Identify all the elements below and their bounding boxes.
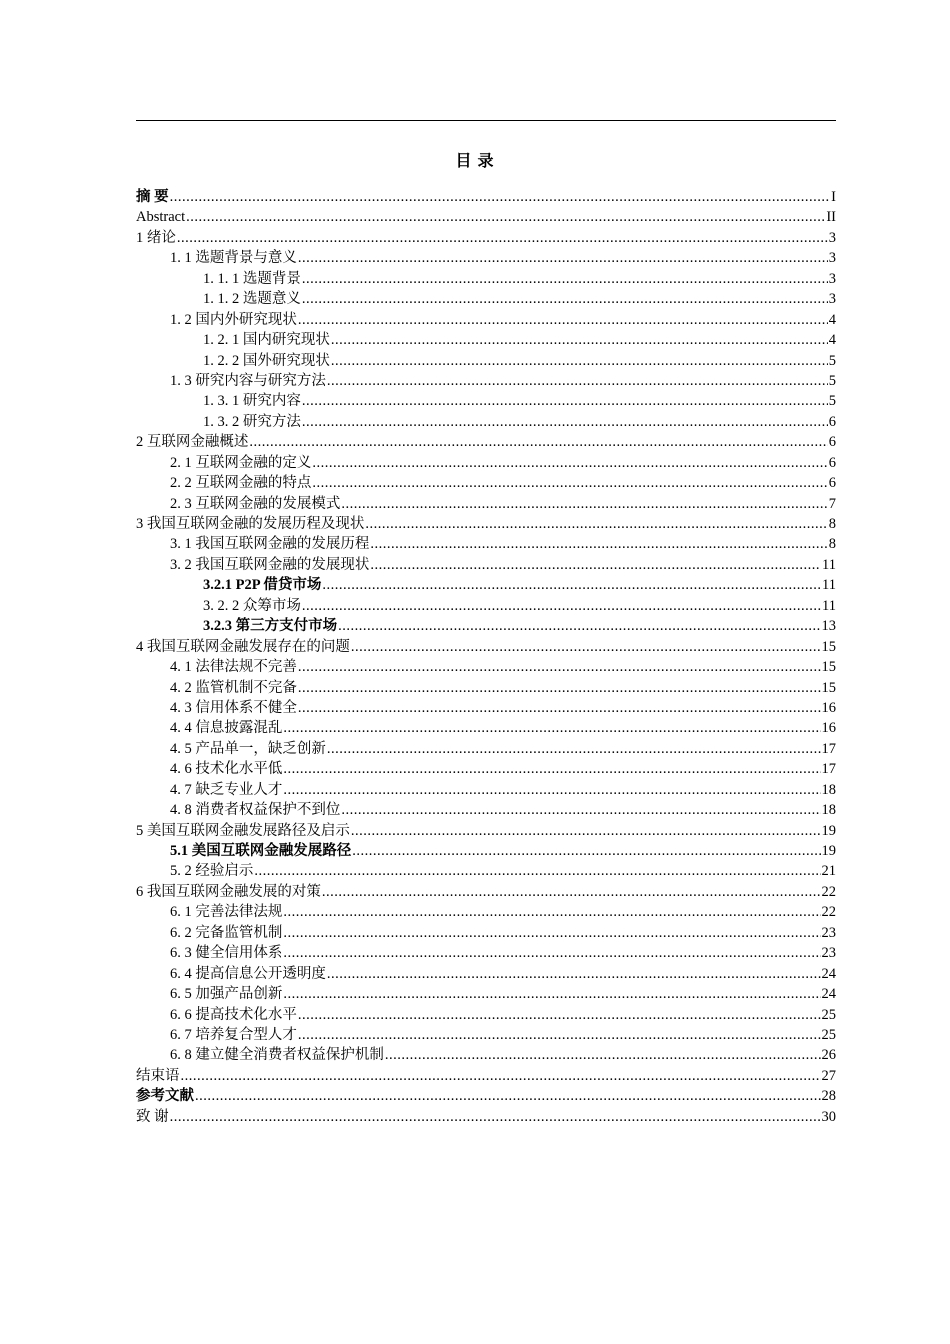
- toc-entry-page: 11: [822, 577, 836, 594]
- toc-entry-page: 22: [821, 883, 836, 900]
- toc-leader-dots: [351, 637, 821, 657]
- toc-entry[interactable]: [136, 1005, 836, 1025]
- toc-entry-label: 1. 2. 1 国内研究现状: [203, 332, 330, 349]
- toc-leader-dots: [365, 514, 827, 534]
- toc-entry-label: 5 美国互联网金融发展路径及启示: [136, 822, 350, 839]
- toc-entry-page: 17: [821, 740, 836, 757]
- toc-entry-page: 15: [821, 679, 836, 696]
- toc-entry-label: 2 互联网金融概述: [136, 434, 249, 451]
- toc-entry-label: 结束语: [136, 1067, 180, 1084]
- toc-entry-page: 8: [828, 516, 836, 532]
- toc-entry-label: 5.1 美国互联网金融发展路径: [170, 843, 352, 859]
- toc-entry-page: 19: [821, 822, 836, 839]
- toc-entry-page: 21: [821, 863, 836, 880]
- toc-entry-page: 17: [821, 761, 836, 778]
- toc-entry-page: 6: [828, 475, 836, 492]
- toc-entry[interactable]: [136, 718, 836, 738]
- toc-entry-page: 11: [822, 556, 836, 573]
- table-of-contents: [136, 187, 836, 1127]
- toc-entry[interactable]: [136, 800, 836, 820]
- toc-entry-page: 3: [828, 250, 836, 267]
- toc-entry[interactable]: [136, 1066, 836, 1086]
- toc-entry-label: 4. 5 产品单一，缺乏创新: [170, 740, 326, 757]
- toc-leader-dots: [341, 494, 827, 514]
- toc-leader-dots: [170, 187, 831, 207]
- toc-entry-page: 13: [821, 618, 836, 635]
- toc-leader-dots: [312, 473, 827, 493]
- toc-entry[interactable]: [136, 269, 836, 289]
- toc-entry-label: Abstract: [136, 209, 186, 226]
- toc-entry[interactable]: [136, 1107, 836, 1127]
- toc-entry-page: 18: [821, 781, 836, 798]
- toc-entry[interactable]: [136, 841, 836, 861]
- toc-entry-label: 4. 7 缺乏专业人才: [170, 781, 283, 798]
- toc-entry[interactable]: [136, 943, 836, 963]
- toc-entry-label: 3. 1 我国互联网金融的发展历程: [170, 536, 370, 553]
- toc-leader-dots: [181, 1066, 821, 1086]
- toc-entry[interactable]: [136, 289, 836, 309]
- toc-entry-page: 3: [828, 229, 836, 246]
- toc-entry-label: 6. 8 建立健全消费者权益保护机制: [170, 1047, 384, 1064]
- toc-entry[interactable]: [136, 555, 836, 575]
- toc-leader-dots: [186, 207, 825, 227]
- toc-leader-dots: [341, 800, 820, 820]
- header-rule: [136, 120, 836, 121]
- toc-entry-page: 3: [828, 270, 836, 287]
- toc-entry-label: 1. 3. 2 研究方法: [203, 413, 301, 430]
- toc-leader-dots: [283, 718, 820, 738]
- toc-entry-label: 4. 6 技术化水平低: [170, 761, 283, 778]
- toc-leader-dots: [351, 821, 821, 841]
- toc-leader-dots: [249, 432, 827, 452]
- toc-entry[interactable]: [136, 657, 836, 677]
- toc-entry-label: 摘 要: [136, 189, 169, 205]
- toc-leader-dots: [298, 698, 821, 718]
- toc-entry[interactable]: [136, 678, 836, 698]
- toc-entry-label: 6. 6 提高技术化水平: [170, 1006, 297, 1023]
- toc-entry[interactable]: [136, 391, 836, 411]
- toc-entry-label: 3. 2. 2 众筹市场: [203, 597, 301, 614]
- toc-entry[interactable]: [136, 861, 836, 881]
- toc-entry[interactable]: [136, 698, 836, 718]
- toc-entry[interactable]: [136, 1045, 836, 1065]
- toc-entry-page: 25: [821, 1006, 836, 1023]
- toc-leader-dots: [283, 943, 820, 963]
- toc-entry-page: 4: [828, 311, 836, 328]
- toc-entry[interactable]: [136, 1025, 836, 1045]
- toc-entry-label: 3.2.1 P2P 借贷市场: [203, 577, 322, 594]
- toc-entry-page: 23: [821, 945, 836, 962]
- toc-entry[interactable]: [136, 412, 836, 432]
- toc-entry[interactable]: [136, 759, 836, 779]
- toc-entry[interactable]: [136, 248, 836, 268]
- toc-entry-label: 1. 3. 1 研究内容: [203, 393, 301, 410]
- toc-entry-page: 5: [828, 393, 836, 410]
- toc-leader-dots: [385, 1045, 821, 1065]
- toc-entry-label: 致 谢: [136, 1108, 169, 1125]
- toc-entry-label: 6. 7 培养复合型人才: [170, 1026, 297, 1043]
- toc-entry-label: 5. 2 经验启示: [170, 863, 254, 880]
- toc-entry-page: 16: [821, 720, 836, 737]
- toc-entry-page: 6: [828, 434, 836, 451]
- toc-entry[interactable]: [136, 330, 836, 350]
- toc-entry[interactable]: [136, 207, 836, 227]
- toc-entry-label: 4. 8 消费者权益保护不到位: [170, 802, 341, 819]
- toc-leader-dots: [327, 964, 821, 984]
- toc-entry-label: 6. 4 提高信息公开透明度: [170, 965, 326, 982]
- toc-leader-dots: [338, 616, 820, 636]
- toc-entry[interactable]: [136, 739, 836, 759]
- toc-entry[interactable]: [136, 1086, 836, 1106]
- toc-entry-label: 1. 1. 1 选题背景: [203, 270, 301, 287]
- toc-entry[interactable]: [136, 473, 836, 493]
- toc-entry[interactable]: [136, 780, 836, 800]
- toc-entry[interactable]: [136, 228, 836, 248]
- toc-entry[interactable]: [136, 310, 836, 330]
- toc-leader-dots: [254, 861, 820, 881]
- toc-leader-dots: [370, 534, 827, 554]
- toc-entry-page: 6: [828, 413, 836, 430]
- toc-entry-page: 3: [828, 291, 836, 308]
- toc-leader-dots: [298, 678, 821, 698]
- toc-entry[interactable]: [136, 494, 836, 514]
- toc-entry-page: 22: [821, 904, 836, 921]
- toc-entry-page: 27: [821, 1067, 836, 1084]
- toc-leader-dots: [370, 555, 821, 575]
- toc-entry-label: 1. 3 研究内容与研究方法: [170, 372, 326, 389]
- toc-entry-page: 6: [828, 454, 836, 471]
- toc-leader-dots: [302, 269, 828, 289]
- toc-leader-dots: [327, 371, 828, 391]
- toc-entry-page: 26: [821, 1047, 836, 1064]
- toc-leader-dots: [302, 412, 828, 432]
- toc-leader-dots: [302, 596, 821, 616]
- toc-entry[interactable]: [136, 882, 836, 902]
- toc-entry-label: 4 我国互联网金融发展存在的问题: [136, 638, 350, 655]
- toc-entry-page: 25: [821, 1026, 836, 1043]
- toc-leader-dots: [312, 453, 827, 473]
- toc-entry-label: 4. 3 信用体系不健全: [170, 699, 297, 716]
- toc-entry-label: 4. 1 法律法规不完善: [170, 659, 297, 676]
- toc-entry-label: 参考文献: [136, 1088, 194, 1105]
- toc-entry[interactable]: [136, 923, 836, 943]
- toc-leader-dots: [283, 759, 820, 779]
- toc-entry[interactable]: [136, 821, 836, 841]
- toc-leader-dots: [283, 902, 820, 922]
- toc-entry-page: 15: [821, 659, 836, 676]
- toc-entry-page: 19: [821, 843, 836, 859]
- toc-entry-label: 1. 2 国内外研究现状: [170, 311, 297, 328]
- toc-entry-label: 3.2.3 第三方支付市场: [203, 618, 338, 635]
- toc-entry-page: I: [831, 189, 836, 205]
- toc-entry-label: 4. 4 信息披露混乱: [170, 720, 283, 737]
- toc-leader-dots: [322, 882, 821, 902]
- toc-entry-label: 6. 5 加强产品创新: [170, 986, 283, 1003]
- toc-entry[interactable]: [136, 534, 836, 554]
- toc-entry-page: 16: [821, 699, 836, 716]
- toc-leader-dots: [322, 575, 821, 595]
- toc-entry-label: 1. 1. 2 选题意义: [203, 291, 301, 308]
- toc-entry[interactable]: [136, 432, 836, 452]
- toc-leader-dots: [283, 923, 820, 943]
- toc-entry-page: 28: [821, 1088, 836, 1105]
- toc-entry[interactable]: [136, 596, 836, 616]
- toc-leader-dots: [302, 289, 828, 309]
- toc-entry-page: 18: [821, 802, 836, 819]
- toc-leader-dots: [283, 780, 820, 800]
- toc-entry-label: 1. 1 选题背景与意义: [170, 250, 297, 267]
- toc-entry-page: II: [826, 209, 836, 226]
- toc-entry-page: 30: [821, 1108, 836, 1125]
- toc-entry-label: 2. 1 互联网金融的定义: [170, 454, 312, 471]
- toc-leader-dots: [195, 1086, 821, 1106]
- toc-entry[interactable]: [136, 902, 836, 922]
- toc-leader-dots: [298, 310, 828, 330]
- toc-entry-page: 8: [828, 536, 836, 553]
- toc-leader-dots: [298, 1005, 821, 1025]
- toc-leader-dots: [331, 351, 828, 371]
- toc-entry-page: 7: [828, 495, 836, 512]
- toc-entry-label: 4. 2 监管机制不完备: [170, 679, 297, 696]
- toc-entry-label: 6. 1 完善法律法规: [170, 904, 283, 921]
- toc-leader-dots: [170, 1107, 821, 1127]
- toc-leader-dots: [177, 228, 828, 248]
- toc-entry-label: 1. 2. 2 国外研究现状: [203, 352, 330, 369]
- toc-entry[interactable]: [136, 351, 836, 371]
- toc-entry-label: 3. 2 我国互联网金融的发展现状: [170, 556, 370, 573]
- toc-entry[interactable]: [136, 637, 836, 657]
- toc-entry-page: 5: [828, 352, 836, 369]
- toc-entry-label: 6. 2 完备监管机制: [170, 924, 283, 941]
- toc-entry[interactable]: [136, 616, 836, 636]
- toc-entry[interactable]: [136, 575, 836, 595]
- toc-entry[interactable]: [136, 514, 836, 534]
- toc-entry-page: 11: [822, 597, 836, 614]
- toc-leader-dots: [302, 391, 828, 411]
- toc-leader-dots: [331, 330, 828, 350]
- toc-entry-label: 2. 2 互联网金融的特点: [170, 475, 312, 492]
- toc-leader-dots: [327, 739, 821, 759]
- toc-entry[interactable]: [136, 984, 836, 1004]
- toc-entry-page: 5: [828, 372, 836, 389]
- toc-entry-label: 3 我国互联网金融的发展历程及现状: [136, 516, 365, 532]
- toc-entry[interactable]: [136, 187, 836, 207]
- toc-entry[interactable]: [136, 453, 836, 473]
- toc-entry-page: 24: [821, 965, 836, 982]
- toc-entry[interactable]: [136, 964, 836, 984]
- toc-entry-page: 4: [828, 332, 836, 349]
- toc-entry-page: 15: [821, 638, 836, 655]
- toc-leader-dots: [283, 984, 820, 1004]
- toc-entry-page: 24: [821, 986, 836, 1003]
- toc-entry-label: 6 我国互联网金融发展的对策: [136, 883, 321, 900]
- toc-leader-dots: [298, 657, 821, 677]
- toc-leader-dots: [298, 1025, 821, 1045]
- toc-leader-dots: [298, 248, 828, 268]
- toc-entry-page: 23: [821, 924, 836, 941]
- toc-entry-label: 2. 3 互联网金融的发展模式: [170, 495, 341, 512]
- toc-entry-label: 1 绪论: [136, 229, 176, 246]
- toc-entry[interactable]: [136, 371, 836, 391]
- toc-entry-label: 6. 3 健全信用体系: [170, 945, 283, 962]
- toc-title: 目 录: [455, 153, 495, 170]
- toc-leader-dots: [352, 841, 820, 861]
